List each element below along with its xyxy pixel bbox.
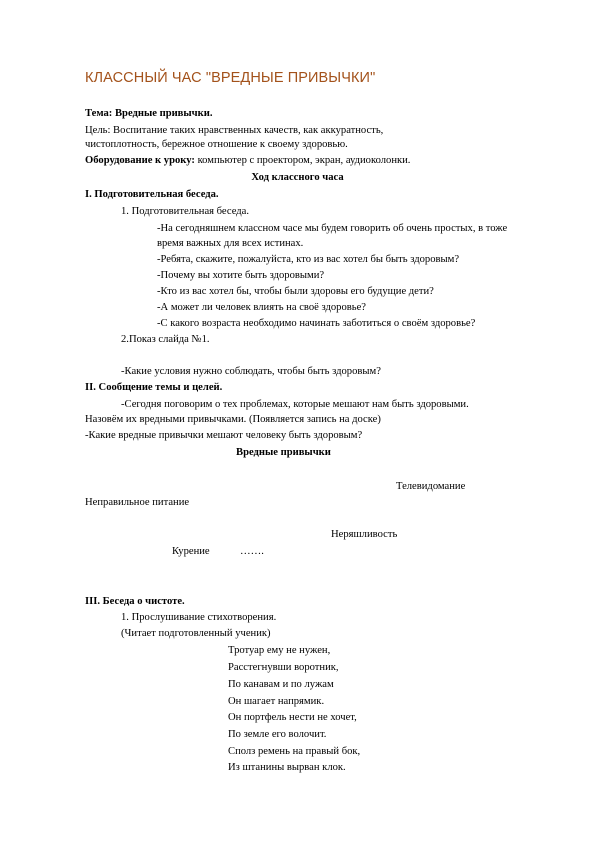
poem-line: Из штанины вырван клок. [228, 762, 346, 773]
dialogue-line: -Почему вы хотите быть здоровыми? [157, 270, 325, 281]
equipment-label: Оборудование к уроку: [85, 155, 195, 166]
document-title: КЛАССНЫЙ ЧАС "ВРЕДНЫЕ ПРИВЫЧКИ" [85, 70, 376, 86]
goal-line-1: Цель: Воспитание таких нравственных качеств, как аккуратность, [85, 125, 384, 136]
poem-line: Тротуар ему не нужен, [228, 645, 331, 656]
habit-untidy: Неряшливость [331, 529, 398, 540]
dialogue-line: -Ребята, скажите, пожалуйста, кто из вас хотел бы быть здоровым? [157, 254, 460, 265]
section-1-heading: I. Подготовительная беседа. [85, 189, 219, 200]
dialogue-line: -На сегодняшнем классном часе мы будем говорить об очень простых, в тоже [157, 223, 508, 234]
poem-line: Он портфель нести не хочет, [228, 712, 357, 723]
habits-heading: Вредные привычки [236, 447, 331, 458]
section-3-sub-1: 1. Прослушивание стихотворения. [121, 612, 277, 623]
section-2-line-2: Назовём их вредными привычками. (Появляется запись на доске) [85, 414, 381, 425]
dialogue-line: -А может ли человек влиять на своё здоровье? [157, 302, 366, 313]
poem-line: Он шагает напрямик. [228, 696, 325, 707]
poem-line: Сполз ремень на правый бок, [228, 746, 361, 757]
goal-line-2: чистоплотность, бережное отношение к своему здоровью. [85, 139, 348, 150]
course-heading: Ход классного часа [251, 172, 344, 183]
habit-food: Неправильное питание [85, 497, 190, 508]
dialogue-line: -Кто из вас хотел бы, чтобы были здоровы его будущие дети? [157, 286, 434, 297]
habit-ellipsis: ……. [240, 546, 264, 557]
section-3-note: (Читает подготовленный ученик) [121, 628, 271, 639]
topic-line: Тема: Вредные привычки. [85, 108, 213, 119]
section-2-line-1: -Сегодня поговорим о тех проблемах, которые мешают нам быть здоровыми. [121, 399, 469, 410]
dialogue-line: -С какого возраста необходимо начинать заботиться о своём здоровье? [157, 318, 476, 329]
poem-line: Расстегнувши воротник, [228, 662, 339, 673]
section-2-heading: II. Сообщение темы и целей. [85, 382, 223, 393]
habit-smoking: Курение [172, 546, 210, 557]
section-1-sub-2: 2.Показ слайда №1. [121, 334, 210, 345]
dialogue-line: время важных для всех истинах. [157, 238, 304, 249]
habit-tv: Телевидомание [396, 481, 466, 492]
equipment-value: компьютер с проектором, экран, аудиоколонки. [194, 155, 411, 166]
poem-line: По канавам и по лужам [228, 679, 334, 690]
section-2-line-3: -Какие вредные привычки мешают человеку быть здоровым? [85, 430, 363, 441]
section-3-heading: III. Беседа о чистоте. [85, 596, 185, 607]
poem-line: По земле его волочит. [228, 729, 327, 740]
section-1-sub-1: 1. Подготовительная беседа. [121, 206, 250, 217]
equipment-line [85, 155, 410, 168]
section-1-question: -Какие условия нужно соблюдать, чтобы быть здоровым? [121, 366, 381, 377]
